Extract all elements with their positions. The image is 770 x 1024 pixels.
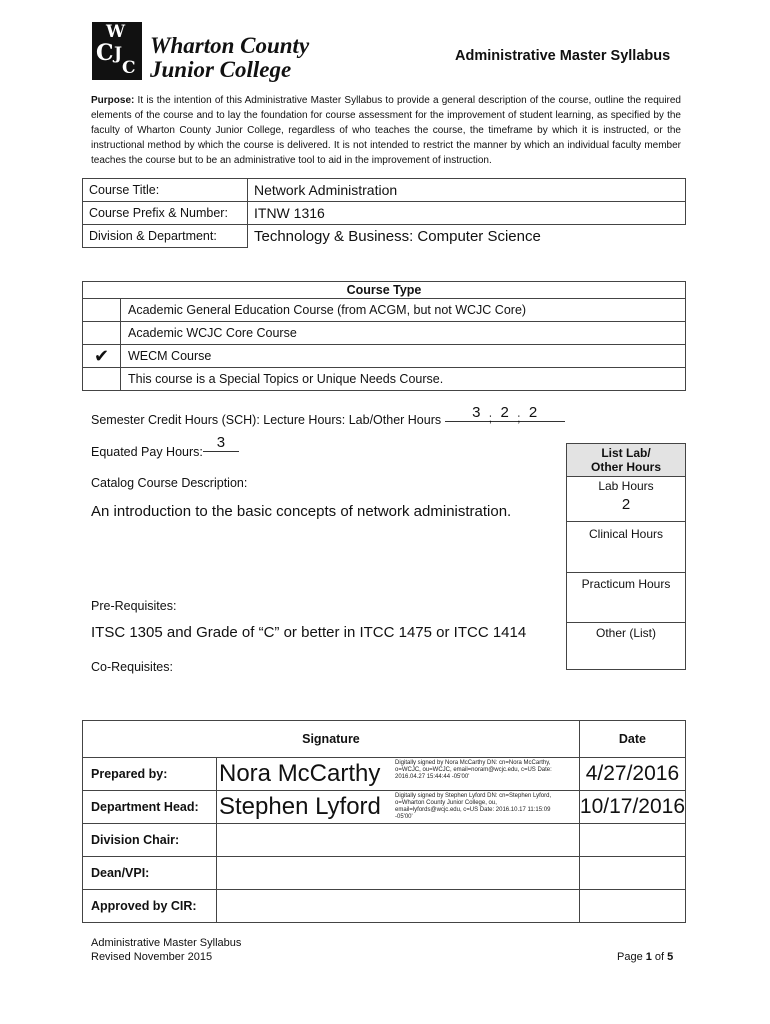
- signature-row: [83, 791, 686, 824]
- coreq-label: Co-Requisites:: [91, 660, 173, 674]
- course-type-row: [83, 322, 686, 345]
- signature-field[interactable]: [217, 791, 580, 824]
- course-title-label: Course Title:: [83, 179, 248, 202]
- signature-header: Signature: [83, 721, 580, 758]
- college-name: [150, 34, 309, 82]
- course-title-value: Network Administration: [248, 179, 686, 202]
- role-label: Prepared by:: [83, 758, 217, 791]
- equated-pay-line: [91, 434, 239, 459]
- signature-field[interactable]: [217, 758, 580, 791]
- role-label: Department Head:: [83, 791, 217, 824]
- role-label: Dean/VPI:: [83, 857, 217, 890]
- course-type-label: Academic General Education Course (from ACGM, but not WCJC Core): [121, 299, 686, 322]
- document-title: Administrative Master Syllabus: [455, 48, 671, 64]
- lab-hours-label: Lab Hours: [598, 479, 654, 493]
- lecture-hours-value: 2: [500, 404, 509, 421]
- course-type-checkbox-checked[interactable]: ✔: [83, 345, 121, 368]
- signature-row: [83, 758, 686, 791]
- course-prefix-label: Course Prefix & Number:: [83, 202, 248, 225]
- logo-letter-c2: C: [122, 58, 136, 78]
- role-label: Approved by CIR:: [83, 890, 217, 923]
- signature-row: [83, 857, 686, 890]
- clinical-hours-cell: Clinical Hours: [567, 522, 686, 573]
- signature-date[interactable]: [579, 857, 685, 890]
- digital-signature-detail: Digitally signed by Nora McCarthy DN: cn=Nora McCarthy, o=WCJC, ou=WCJC, email=noram@wcjc.edu, c=US Date: 2016.04.27 15:44:44 -05'00': [395, 760, 552, 780]
- credit-hours-values: [445, 404, 565, 425]
- course-type-checkbox[interactable]: [83, 322, 121, 345]
- course-type-label: This course is a Special Topics or Unique Needs Course.: [121, 368, 686, 391]
- lab-hours-table: [566, 443, 686, 670]
- college-logo: [92, 22, 142, 80]
- course-type-checkbox[interactable]: [83, 299, 121, 322]
- digital-signature-detail: Digitally signed by Stephen Lyford DN: cn=Stephen Lyford, o=Wharton County Junior College, ou, email=lyfords@wcjc.edu, c=US Date: 2016.10.17 11:15:09 -05'00': [395, 793, 552, 820]
- other-hours-cell: Other (List): [567, 623, 686, 670]
- course-type-row: [83, 368, 686, 391]
- signature-field[interactable]: [217, 857, 580, 890]
- signature-date[interactable]: [579, 824, 685, 857]
- course-prefix-value: ITNW 1316: [248, 202, 686, 225]
- course-type-table: [82, 281, 686, 391]
- footer-doc-name: Administrative Master Syllabus: [91, 937, 242, 949]
- course-type-label: Academic WCJC Core Course: [121, 322, 686, 345]
- course-type-row: [83, 345, 686, 368]
- equated-pay-value: 3: [203, 434, 239, 452]
- lab-hours-header-line1: List Lab/: [601, 446, 651, 460]
- logo-letter-c: C: [96, 40, 114, 66]
- signature-date[interactable]: [579, 890, 685, 923]
- division-value: Technology & Business: Computer Science: [248, 225, 686, 248]
- lab-hours-header: [567, 444, 686, 477]
- signature-row: [83, 824, 686, 857]
- page-prefix: Page: [617, 951, 646, 963]
- page-total: 5: [667, 951, 674, 963]
- lab-hours-value: 2: [528, 404, 538, 421]
- equated-pay-label: Equated Pay Hours:: [91, 445, 203, 459]
- division-row: [83, 225, 686, 248]
- lab-hours-header-line2: Other Hours: [590, 460, 661, 474]
- prereq-label: Pre-Requisites:: [91, 599, 177, 613]
- course-type-checkbox[interactable]: [83, 368, 121, 391]
- purpose-paragraph: [91, 93, 681, 168]
- course-prefix-row: [83, 202, 686, 225]
- separator: ;: [488, 411, 493, 425]
- role-label: Division Chair:: [83, 824, 217, 857]
- signature-date[interactable]: 10/17/2016: [579, 791, 685, 824]
- signature-table: [82, 720, 686, 923]
- page-number: [617, 951, 673, 963]
- signer-name: Stephen Lyford: [219, 793, 381, 820]
- page-current: 1: [645, 951, 652, 963]
- logo-letter-j: J: [114, 44, 123, 64]
- date-header: Date: [579, 721, 685, 758]
- catalog-label: Catalog Course Description:: [91, 476, 248, 490]
- separator: ;: [517, 411, 521, 425]
- purpose-text: It is the intention of this Administrative Master Syllabus to provide a general description of the course, outline the required elements of the course and to lay the foundation for course assessment for the improvement of student learning, as specified by the faculty of Wharton County Junior College, regardless of who teaches the course, the timeframe by which it is instructed, or the instructional method by which the course is delivered. It is not intended to restrict the manner by which an individual faculty member teaches the course but to be an administrative tool to aid in the improvement of instruction.: [91, 95, 681, 166]
- signature-field[interactable]: [217, 890, 580, 923]
- credit-hours-line: [91, 404, 565, 427]
- signature-row: [83, 890, 686, 923]
- course-info-table: [82, 178, 686, 248]
- prereq-text: ITSC 1305 and Grade of “C” or better in ITCC 1475 or ITCC 1414: [91, 624, 527, 641]
- credit-hours-label: Semester Credit Hours (SCH): Lecture Hours: Lab/Other Hours: [91, 413, 442, 427]
- course-type-label: WECM Course: [121, 345, 686, 368]
- logo-letter-w: W: [106, 22, 126, 42]
- footer-left: [91, 936, 241, 964]
- purpose-label: Purpose:: [91, 95, 135, 106]
- practicum-hours-cell: Practicum Hours: [567, 573, 686, 623]
- lab-hours-value: 2: [621, 496, 631, 513]
- college-name-line1: Wharton County: [150, 33, 310, 58]
- course-type-row: [83, 299, 686, 322]
- signature-field[interactable]: [217, 824, 580, 857]
- course-title-row: [83, 179, 686, 202]
- lab-hours-cell: [567, 477, 686, 522]
- division-label: Division & Department:: [83, 225, 248, 248]
- course-type-header: Course Type: [83, 282, 686, 299]
- college-name-line2: Junior College: [150, 57, 292, 82]
- catalog-description: An introduction to the basic concepts of network administration.: [91, 503, 512, 520]
- signature-date[interactable]: 4/27/2016: [579, 758, 685, 791]
- page-of: of: [651, 951, 668, 963]
- signer-name: Nora McCarthy: [219, 760, 381, 787]
- sch-value: 3: [472, 404, 481, 421]
- footer-revised: Revised November 2015: [91, 951, 213, 963]
